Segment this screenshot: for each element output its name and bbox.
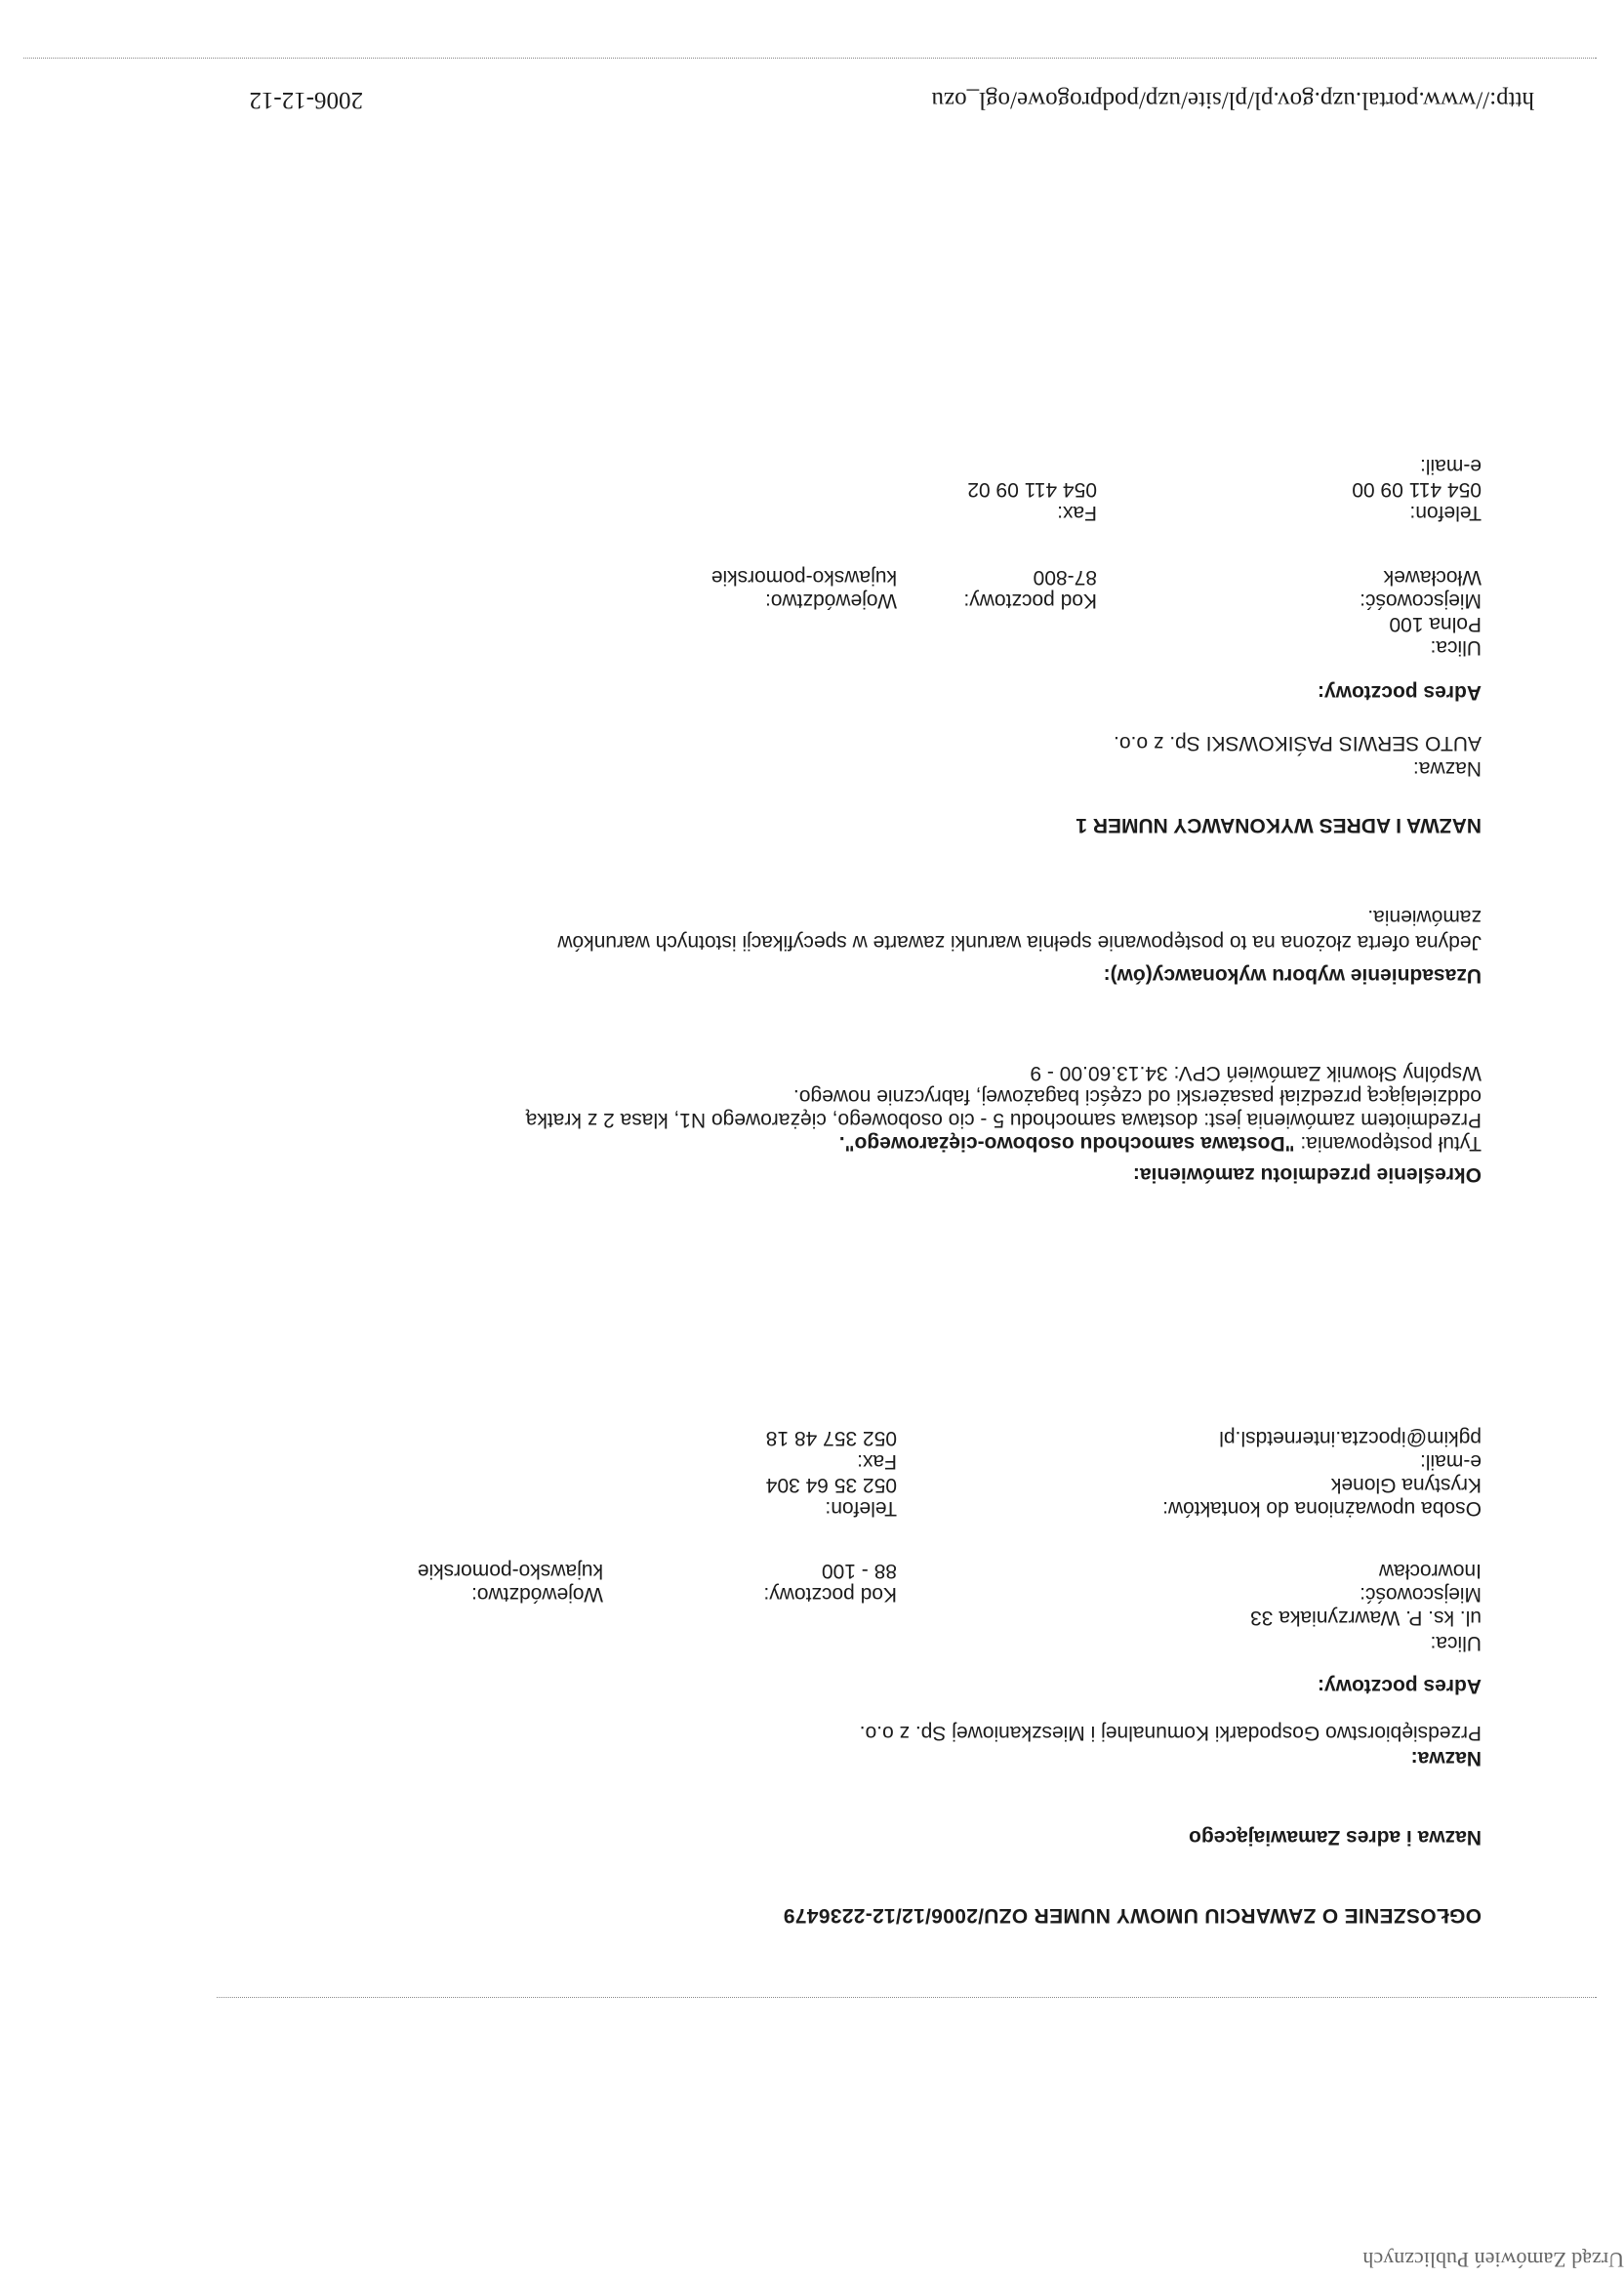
zamawiajacy-telefon-value: 052 35 64 304 (765, 1474, 897, 1496)
uzasadnienie-line-2: zamówienia. (1367, 906, 1482, 928)
zamawiajacy-nazwa-label: Nazwa: (1410, 1747, 1482, 1770)
wykonawca-nazwa-value: AUTO SERWIS PAŚIKOWSKI Sp. z o.o. (1114, 732, 1482, 754)
wykonawca-fax-value: 054 411 09 02 (967, 478, 1097, 501)
zamawiajacy-nazwa-value: Przedsiębiorstwo Gospodarki Komunalnej i Mieszkaniowej Sp. z o.o. (859, 1722, 1482, 1744)
przedmiot-tytul (839, 1130, 1482, 1156)
header-fragment: Urząd Zamówień Publicznych (1362, 2248, 1624, 2272)
bottom-divider (23, 58, 1597, 59)
przedmiot-line-3: Wspólny Słownik Zamówień CPV: 34.13.60.00 - 9 (1030, 1062, 1482, 1084)
footer-url: http://www.portal.uzp.gov.pl/pl/site/uzp/podprogowe/ogl_ozu (931, 87, 1534, 113)
zamawiajacy-email-label: e-mail: (1419, 1450, 1482, 1473)
zamawiajacy-adres-label: Adres pocztowy: (1317, 1675, 1482, 1697)
page-title: OGŁOSZENIE O ZAWARCIU UMOWY NUMER OZU/2006/12/12-2236479 (783, 1904, 1482, 1927)
wykonawca-nazwa-label: Nazwa: (1412, 757, 1482, 780)
zamawiajacy-ulica-label: Ulica: (1430, 1632, 1482, 1654)
wykonawca-kod-label: Kod pocztowy: (963, 590, 1097, 612)
przedmiot-tytul-value: "Dostawa samochodu osobowo-ciężarowego". (838, 1132, 1295, 1155)
zamawiajacy-woj-label: Województwo: (470, 1583, 603, 1606)
wykonawca-woj-value: kujawsko-pomorskie (710, 566, 897, 589)
wykonawca-fax-label: Fax: (1057, 502, 1097, 524)
wykonawca-adres-label: Adres pocztowy: (1317, 681, 1482, 704)
przedmiot-line-1: Przedmiotem zamówienia jest: dostawa samochodu 5 - cio osobowego, ciężarowego N1, klasa 2 z kratką (525, 1109, 1482, 1131)
footer-date: 2006-12-12 (249, 87, 363, 113)
przedmiot-section-title: Określenie przedmiotu zamówienia: (1132, 1163, 1482, 1186)
wykonawca-email-label: e-mail: (1419, 455, 1482, 477)
przedmiot-line-2: oddzielającą przedział pasażerski od części bagażowej, fabrycznie nowego. (792, 1085, 1482, 1108)
zamawiajacy-section-title: Nazwa i adres Zamawiającego (1189, 1826, 1482, 1849)
wykonawca-section-title: NAZWA I ADRES WYKONAWCY NUMER 1 (1076, 814, 1482, 836)
top-divider (217, 1997, 1597, 1998)
zamawiajacy-kod-label: Kod pocztowy: (763, 1583, 897, 1606)
zamawiajacy-ulica-value: ul. ks. P. Wawrzyniaka 33 (1250, 1607, 1482, 1629)
uzasadnienie-section-title: Uzasadnienie wyboru wykonawcy(ów): (1103, 964, 1482, 987)
zamawiajacy-email-value: pgkim@ipoczta.internetdsl.pl (1219, 1427, 1482, 1449)
wykonawca-miejscowosc-value: Włocławek (1383, 566, 1482, 589)
zamawiajacy-osoba-label: Osoba upoważniona do kontaktów: (1162, 1497, 1482, 1520)
uzasadnienie-line-1: Jedyna oferta złożona na to postępowanie spełnia warunki zawarte w specyfikacji istotnych warunków (557, 931, 1482, 954)
wykonawca-ulica-value: Polna 100 (1389, 613, 1482, 635)
wykonawca-miejscowosc-label: Miejscowość: (1360, 590, 1482, 612)
zamawiajacy-osoba-value: Krystyna Glonek (1330, 1474, 1482, 1496)
zamawiajacy-kod-value: 88 - 100 (821, 1560, 897, 1582)
zamawiajacy-telefon-label: Telefon: (825, 1497, 897, 1520)
wykonawca-woj-label: Województwo: (764, 590, 897, 612)
przedmiot-tytul-label: Tytuł postępowania: (1294, 1132, 1482, 1155)
zamawiajacy-fax-value: 052 357 48 18 (765, 1427, 897, 1449)
wykonawca-ulica-label: Ulica: (1430, 636, 1482, 659)
zamawiajacy-woj-value: kujawsko-pomorskie (417, 1560, 603, 1582)
wykonawca-telefon-label: Telefon: (1409, 502, 1482, 524)
zamawiajacy-fax-label: Fax: (857, 1450, 897, 1473)
zamawiajacy-miejscowosc-value: Inowrocław (1378, 1560, 1482, 1582)
wykonawca-telefon-value: 054 411 09 00 (1352, 478, 1482, 501)
wykonawca-kod-value: 87-800 (1033, 566, 1097, 589)
zamawiajacy-miejscowosc-label: Miejscowość: (1360, 1583, 1482, 1606)
